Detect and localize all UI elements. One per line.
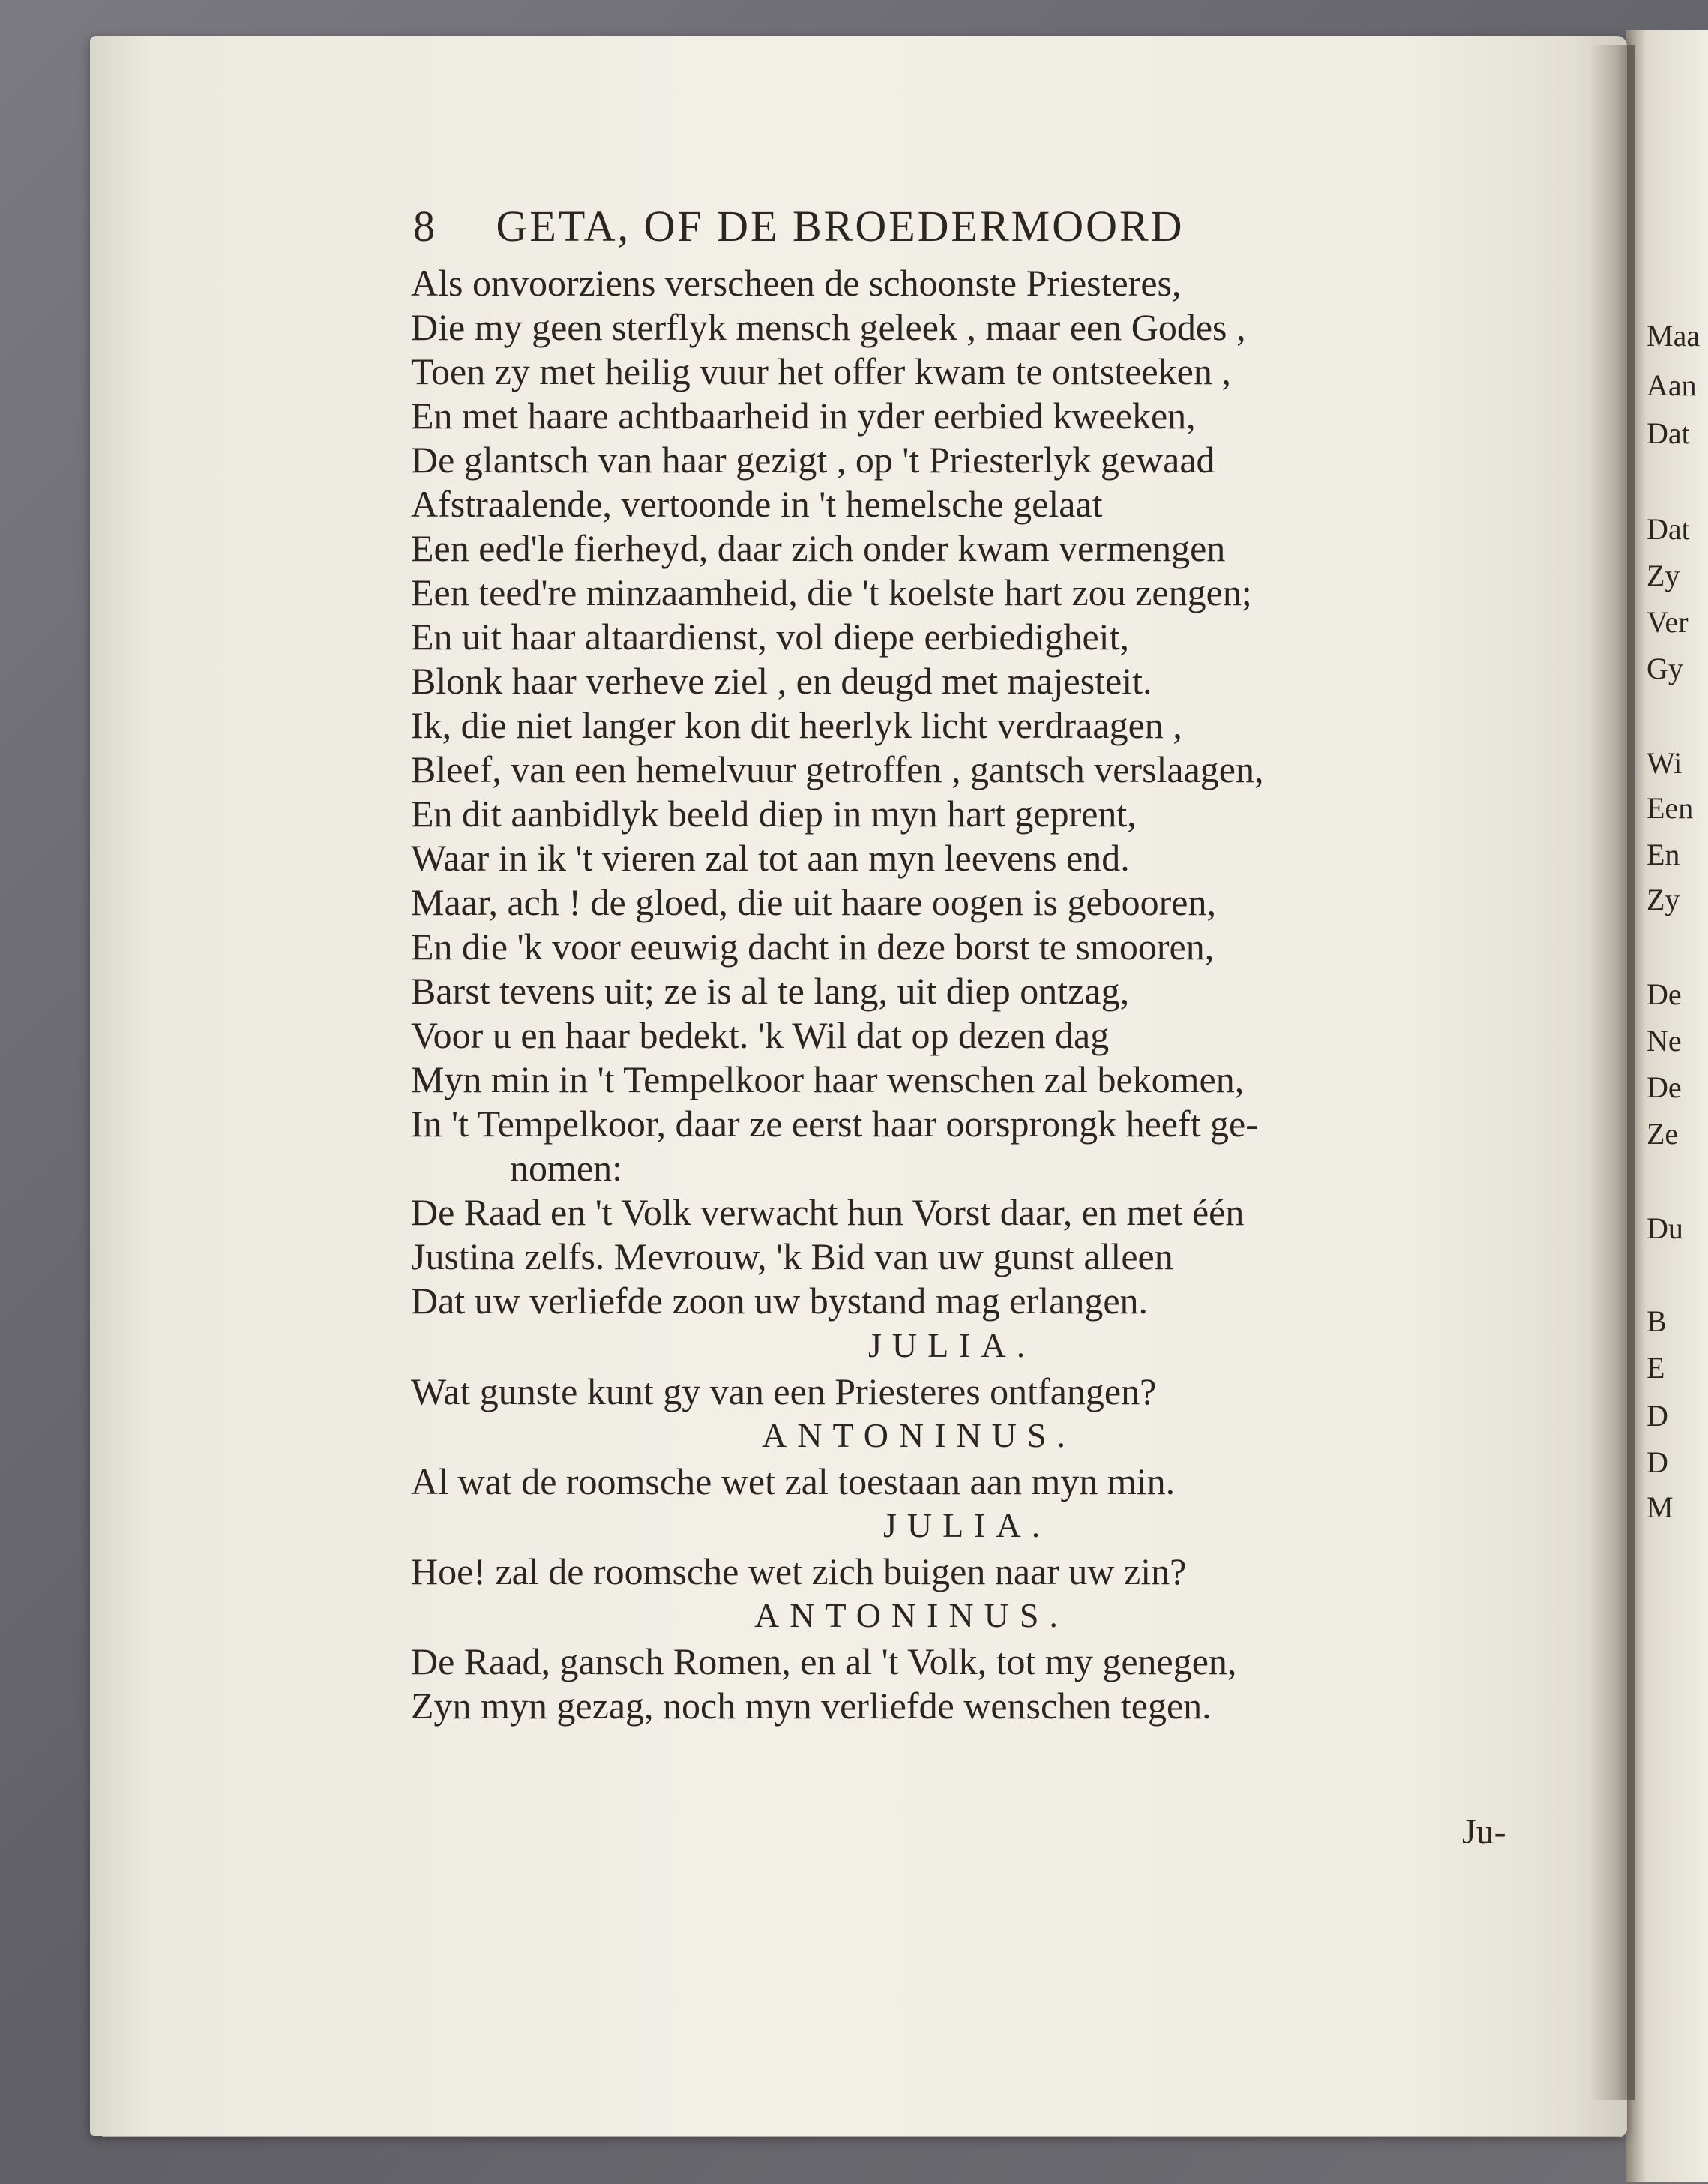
facing-fragment: Maa: [1647, 319, 1701, 352]
facing-fragment: M: [1647, 1490, 1674, 1524]
verse-line: Justina zelfs. Mevrouw, 'k Bid van uw gunst alleen: [411, 1235, 1173, 1277]
verse-line: En met haare achtbaarheid in yder eerbied kweeken,: [411, 394, 1196, 436]
verse-line: nomen:: [510, 1147, 622, 1189]
dialogue-line: Al wat de roomsche wet zal toestaan aan myn min.: [411, 1460, 1176, 1502]
facing-fragment: Wi: [1647, 746, 1683, 780]
running-title: GETA, OF DE BROEDERMOORD: [496, 202, 1185, 250]
facing-fragment: Zy: [1647, 559, 1680, 592]
page-number: 8: [413, 202, 436, 250]
verse-line: De Raad en 't Volk verwacht hun Vorst daar, en met één: [411, 1191, 1245, 1233]
facing-fragment: Gy: [1647, 652, 1683, 686]
facing-fragment: De: [1647, 1070, 1682, 1104]
verse-line: Die my geen sterflyk mensch geleek , maar een Godes ,: [411, 306, 1246, 348]
speaker-name: ANTONINUS.: [762, 1416, 1076, 1454]
dialogue-line: Hoe! zal de roomsche wet zich buigen naar uw zin?: [411, 1550, 1187, 1592]
facing-fragment: D: [1647, 1445, 1668, 1479]
dialogue-line: Wat gunste kunt gy van een Priesteres ontfangen?: [411, 1370, 1157, 1412]
facing-page: [1626, 30, 1708, 2182]
facing-fragment: Ver: [1647, 605, 1689, 639]
verse-line: En die 'k voor eeuwig dacht in deze borst te smooren,: [411, 926, 1215, 968]
facing-fragment: En: [1647, 838, 1680, 872]
verse-line: Blonk haar verheve ziel , en deugd met majesteit.: [411, 660, 1152, 702]
facing-fragment: Aan: [1647, 368, 1697, 402]
facing-fragment: Ne: [1647, 1024, 1682, 1058]
verse-line: De glantsch van haar gezigt , op 't Priesterlyk gewaad: [411, 439, 1215, 481]
verse-line: Ik, die niet langer kon dit heerlyk licht verdraagen ,: [411, 704, 1182, 746]
verse-line: En uit haar altaardienst, vol diepe eerbiedigheit,: [411, 616, 1129, 658]
verse-line: Toen zy met heilig vuur het offer kwam te ontsteeken ,: [411, 350, 1231, 392]
facing-fragment: Dat: [1647, 512, 1690, 546]
facing-fragment: Een: [1647, 791, 1694, 825]
verse-line: Een eed'le fierheyd, daar zich onder kwam vermengen: [411, 527, 1226, 569]
catchword: Ju-: [1462, 1812, 1506, 1852]
facing-fragment: D: [1647, 1399, 1668, 1432]
verse-line: Myn min in 't Tempelkoor haar wenschen zal bekomen,: [411, 1058, 1245, 1100]
verse-line: Als onvoorziens verscheen de schoonste Priesteres,: [411, 262, 1182, 304]
speaker-name: ANTONINUS.: [754, 1596, 1068, 1634]
facing-fragment: E: [1647, 1351, 1665, 1384]
verse-line: Barst tevens uit; ze is al te lang, uit diep ontzag,: [411, 970, 1130, 1012]
verse-line: En dit aanbidlyk beeld diep in myn hart geprent,: [411, 793, 1137, 835]
verse-line: Een teed're minzaamheid, die 't koelste hart zou zengen;: [411, 572, 1252, 614]
verse-line: Dat uw verliefde zoon uw bystand mag erlangen.: [411, 1280, 1149, 1322]
verse-line: Afstraalende, vertoonde in 't hemelsche gelaat: [411, 483, 1103, 525]
facing-fragment: De: [1647, 977, 1682, 1011]
speaker-name: JULIA.: [883, 1506, 1051, 1544]
facing-fragment: Dat: [1647, 416, 1690, 450]
dialogue-line: Zyn myn gezag, noch myn verliefde wenschen tegen.: [411, 1684, 1212, 1726]
verse-line: In 't Tempelkoor, daar ze eerst haar oorsprongk heeft ge-: [411, 1102, 1258, 1144]
facing-fragment: B: [1647, 1304, 1667, 1338]
running-head: [413, 201, 1388, 251]
verse-line: Maar, ach ! de gloed, die uit haare oogen is gebooren,: [411, 881, 1216, 923]
verse-line: Waar in ik 't vieren zal tot aan myn leevens end.: [411, 837, 1130, 879]
facing-fragment: Du: [1647, 1211, 1683, 1245]
dialogue-line: De Raad, gansch Romen, en al 't Volk, tot my genegen,: [411, 1640, 1237, 1682]
verse-line: Voor u en haar bedekt. 'k Wil dat op dezen dag: [411, 1014, 1110, 1056]
facing-fragment: Ze: [1647, 1117, 1679, 1150]
page-gutter: [1590, 45, 1635, 2100]
speaker-name: JULIA.: [868, 1326, 1036, 1364]
facing-fragment: Zy: [1647, 883, 1680, 916]
verse-line: Bleef, van een hemelvuur getroffen , gantsch verslaagen,: [411, 748, 1264, 790]
